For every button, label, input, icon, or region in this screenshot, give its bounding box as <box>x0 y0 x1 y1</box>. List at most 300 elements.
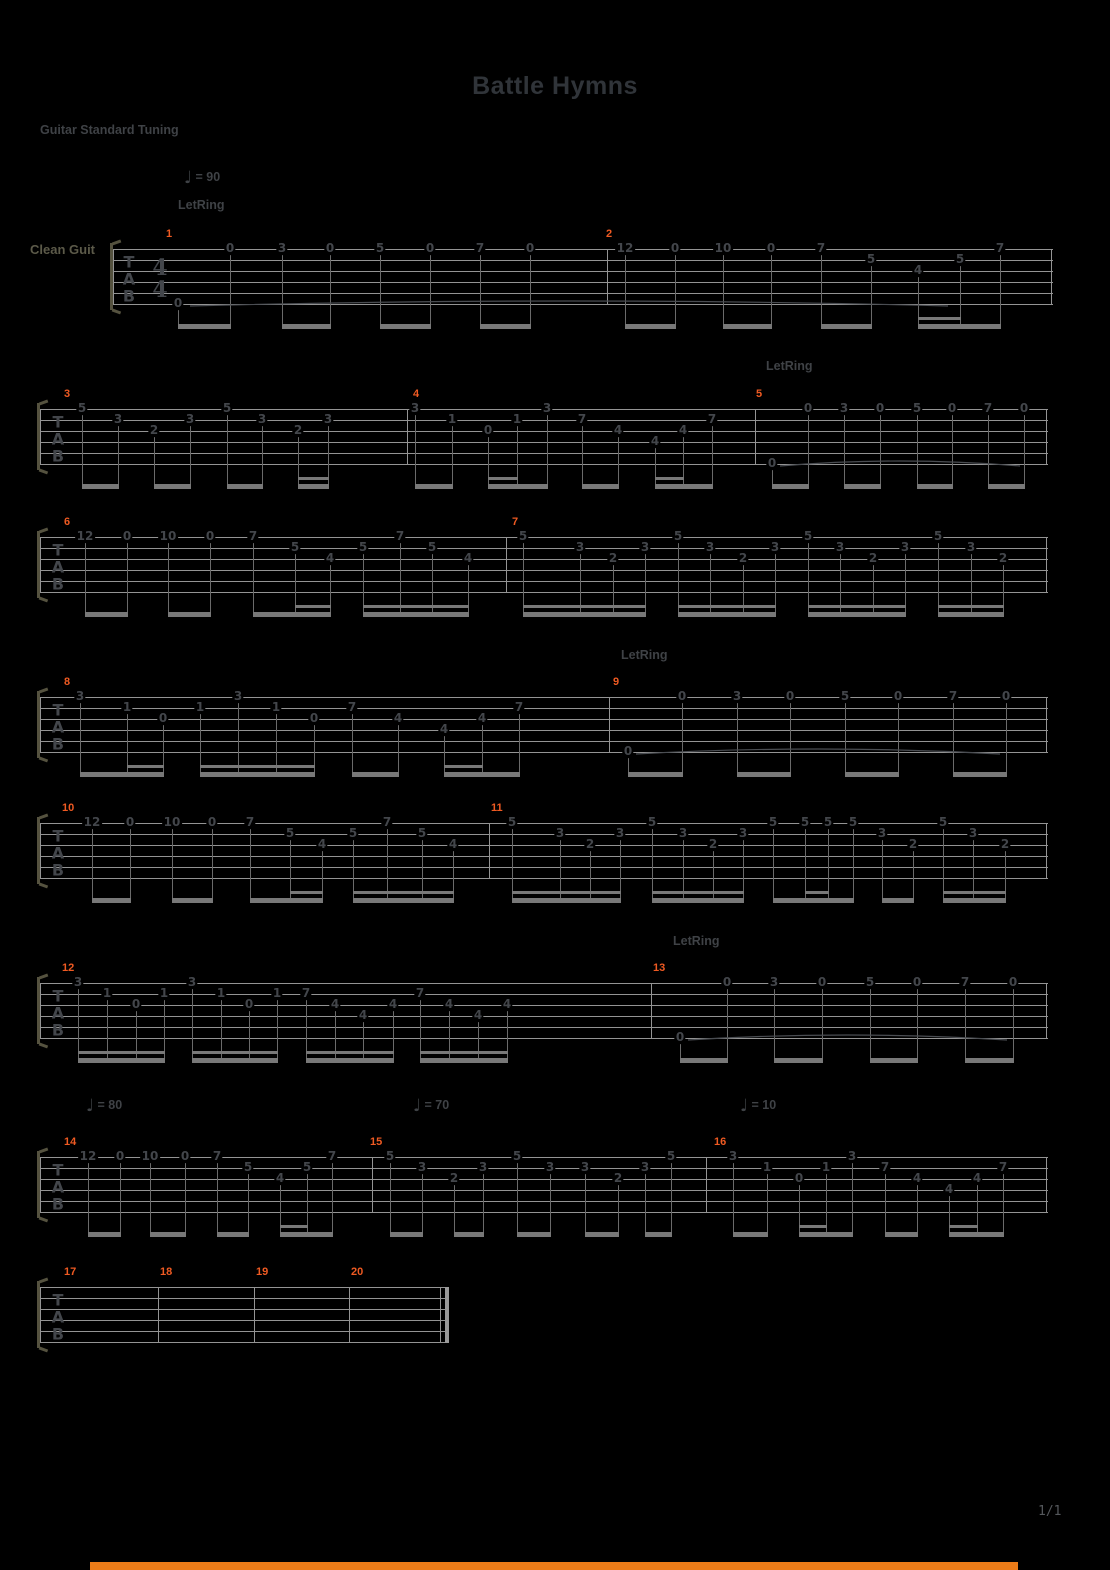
note-beam <box>882 898 914 903</box>
staff-bracket <box>39 814 48 819</box>
staff-bracket <box>112 240 121 245</box>
tab-note: 5 <box>933 529 943 544</box>
note-beam <box>200 772 315 777</box>
barline <box>506 537 507 593</box>
note-stem <box>387 828 388 898</box>
tab-note: 5 <box>768 815 778 830</box>
tab-clef: A <box>122 269 136 289</box>
note-stem <box>733 1162 734 1232</box>
note-beam <box>80 772 164 777</box>
tab-note: 7 <box>514 700 524 715</box>
tab-note: 4 <box>330 997 340 1012</box>
tab-note: 4 <box>944 1182 954 1197</box>
tab-note: 0 <box>425 241 435 256</box>
tab-note: 0 <box>722 975 732 990</box>
note-stem <box>172 828 173 898</box>
tab-note: 2 <box>608 551 618 566</box>
note-stem <box>952 414 953 484</box>
tab-note: 0 <box>677 689 687 704</box>
note-stem <box>523 542 524 612</box>
measure-number: 14 <box>64 1136 77 1148</box>
tab-note: 4 <box>448 837 458 852</box>
tab-note: 2 <box>908 837 918 852</box>
note-stem <box>652 828 653 898</box>
tab-note: 5 <box>848 815 858 830</box>
staff-line <box>40 581 1048 582</box>
barline <box>113 249 114 305</box>
measure-number: 6 <box>64 516 71 528</box>
tab-clef: T <box>52 1160 64 1180</box>
staff-line <box>40 719 1048 720</box>
note-stem <box>840 553 841 612</box>
note-beam <box>282 324 331 329</box>
quarter-note-icon: ♩ <box>740 1096 749 1116</box>
tempo-mark <box>413 1096 449 1116</box>
tab-note: 7 <box>212 1149 222 1164</box>
staff-line <box>40 867 1048 868</box>
note-stem <box>178 309 179 324</box>
note-beam <box>85 612 128 617</box>
note-stem <box>822 988 823 1058</box>
note-stem <box>767 1173 768 1232</box>
tab-note: 5 <box>955 252 965 267</box>
note-stem <box>353 839 354 898</box>
note-stem <box>530 254 531 324</box>
tab-note: 1 <box>159 986 169 1001</box>
note-stem <box>582 425 583 484</box>
tab-note: 0 <box>122 529 132 544</box>
barline <box>440 1287 441 1343</box>
note-beam <box>918 324 1001 329</box>
tab-clef: B <box>51 860 65 880</box>
staff-line <box>40 431 1048 432</box>
tab-note: 3 <box>640 540 650 555</box>
tab-note: 0 <box>675 1030 685 1045</box>
tab-note: 5 <box>647 815 657 830</box>
tab-note: 5 <box>673 529 683 544</box>
note-stem <box>917 1184 918 1232</box>
time-signature: 4 <box>152 255 168 281</box>
staff-line <box>40 1298 447 1299</box>
tab-note: 7 <box>880 1160 890 1175</box>
note-beam <box>380 324 431 329</box>
staff-line <box>40 570 1048 571</box>
tab-note: 12 <box>79 1149 97 1164</box>
note-stem <box>210 542 211 612</box>
note-beam <box>253 612 331 617</box>
tempo-mark <box>740 1096 776 1116</box>
note-beam <box>799 1232 853 1237</box>
tab-note: 3 <box>839 401 849 416</box>
letring-label: LetRing <box>673 934 720 948</box>
tab-note: 1 <box>821 1160 831 1175</box>
staff-bracket <box>39 597 48 602</box>
note-stem <box>78 988 79 1058</box>
note-beam <box>352 772 399 777</box>
note-stem <box>826 1173 827 1232</box>
barline <box>1046 537 1047 593</box>
tab-note: 7 <box>475 241 485 256</box>
note-beam <box>415 484 453 489</box>
staff-line <box>40 1331 447 1332</box>
tab-note: 7 <box>395 529 405 544</box>
tab-note: 3 <box>968 826 978 841</box>
tab-note: 3 <box>478 1160 488 1175</box>
track-label: Clean Guit <box>30 242 96 257</box>
note-stem <box>277 999 278 1058</box>
staff-line <box>40 1190 1048 1191</box>
note-stem <box>290 839 291 898</box>
note-stem <box>971 553 972 612</box>
note-stem <box>80 702 81 772</box>
note-stem <box>332 1162 333 1232</box>
staff-bracket <box>39 400 48 405</box>
note-stem <box>1024 414 1025 484</box>
note-stem <box>678 542 679 612</box>
measure-number: 12 <box>62 962 75 974</box>
note-beam-double <box>678 605 776 608</box>
note-stem <box>628 757 629 772</box>
note-stem <box>1000 254 1001 324</box>
tab-note: 2 <box>708 837 718 852</box>
tab-note: 4 <box>325 551 335 566</box>
staff-line <box>40 834 1048 835</box>
note-beam <box>78 1058 165 1063</box>
tab-note: 0 <box>947 401 957 416</box>
note-stem <box>852 1162 853 1232</box>
note-stem <box>737 702 738 772</box>
tab-note: 0 <box>207 815 217 830</box>
barline <box>651 983 652 1039</box>
tab-note: 0 <box>173 296 183 311</box>
note-beam <box>172 898 213 903</box>
tab-note: 4 <box>317 837 327 852</box>
tab-note: 0 <box>131 997 141 1012</box>
tab-note: 5 <box>358 540 368 555</box>
staff-line <box>40 1320 447 1321</box>
note-stem <box>905 553 906 612</box>
tie-arc <box>780 455 1020 467</box>
quarter-note-icon: ♩ <box>184 168 193 188</box>
note-beam <box>938 612 1004 617</box>
note-stem <box>772 469 773 484</box>
song-title: Battle Hymns <box>472 72 638 100</box>
barline <box>1046 983 1047 1039</box>
note-stem <box>965 988 966 1058</box>
tab-clef: T <box>123 252 135 272</box>
note-beam <box>625 324 676 329</box>
tab-note: 4 <box>613 423 623 438</box>
note-beam <box>678 612 776 617</box>
tab-note: 2 <box>613 1171 623 1186</box>
note-beam <box>733 1232 768 1237</box>
tab-note: 10 <box>714 241 732 256</box>
tab-note: 0 <box>115 1149 125 1164</box>
tab-note: 5 <box>385 1149 395 1164</box>
tab-note: 10 <box>163 815 181 830</box>
tuning-label: Guitar Standard Tuning <box>40 123 179 137</box>
measure-number: 2 <box>606 228 613 240</box>
note-stem <box>400 542 401 612</box>
note-beam-double <box>298 477 329 480</box>
note-beam <box>363 612 469 617</box>
tab-note: 0 <box>623 744 633 759</box>
tab-note: 7 <box>327 1149 337 1164</box>
note-stem <box>775 553 776 612</box>
letring-label: LetRing <box>178 198 225 212</box>
note-stem <box>483 1173 484 1232</box>
tab-note: 2 <box>293 423 303 438</box>
note-beam <box>965 1058 1014 1063</box>
staff-line <box>113 293 1053 294</box>
tab-clef: A <box>51 1177 65 1197</box>
note-stem <box>380 254 381 324</box>
note-beam <box>298 484 329 489</box>
measure-number: 19 <box>256 1266 269 1278</box>
note-beam <box>808 612 906 617</box>
note-stem <box>882 839 883 898</box>
tab-note: 7 <box>248 529 258 544</box>
staff-line <box>40 453 1048 454</box>
tab-note: 1 <box>122 700 132 715</box>
note-stem <box>120 1162 121 1232</box>
note-stem <box>127 542 128 612</box>
note-stem <box>808 542 809 612</box>
barline <box>40 409 41 465</box>
note-beam-double <box>655 477 684 480</box>
note-beam <box>517 1232 551 1237</box>
tab-note: 0 <box>1008 975 1018 990</box>
measure-number: 1 <box>166 228 173 240</box>
tab-note: 3 <box>410 401 420 416</box>
quarter-note-icon: ♩ <box>86 1096 95 1116</box>
note-beam <box>88 1232 121 1237</box>
tab-note: 12 <box>616 241 634 256</box>
tab-note: 4 <box>473 1008 483 1023</box>
tab-clef: B <box>51 446 65 466</box>
tab-note: 3 <box>580 1160 590 1175</box>
letring-label: LetRing <box>766 359 813 373</box>
note-stem <box>118 425 119 484</box>
note-beam <box>168 612 211 617</box>
tab-note: 2 <box>1000 837 1010 852</box>
measure-number: 10 <box>62 802 75 814</box>
measure-number: 15 <box>370 1136 383 1148</box>
tab-clef: B <box>51 574 65 594</box>
note-beam <box>227 484 263 489</box>
note-stem <box>517 425 518 484</box>
barline <box>40 1287 41 1343</box>
tab-note: 5 <box>912 401 922 416</box>
note-stem <box>618 1184 619 1232</box>
tempo-value: = 90 <box>192 170 221 184</box>
tab-clef: T <box>52 1290 64 1310</box>
barline <box>40 1157 41 1213</box>
barline <box>609 697 610 753</box>
tie-arc <box>688 1029 1007 1041</box>
tab-note: 3 <box>555 826 565 841</box>
tab-clef: B <box>122 286 136 306</box>
tab-note: 5 <box>866 252 876 267</box>
note-beam-double <box>353 891 454 894</box>
note-stem <box>645 1173 646 1232</box>
tab-note: 0 <box>309 711 319 726</box>
note-stem <box>422 839 423 898</box>
tab-clef: A <box>51 429 65 449</box>
tab-note: 3 <box>900 540 910 555</box>
staff-line <box>40 559 1048 560</box>
note-beam-double <box>78 1051 165 1054</box>
tab-clef: T <box>52 412 64 432</box>
tab-note: 2 <box>449 1171 459 1186</box>
tab-note: 3 <box>769 975 779 990</box>
note-stem <box>328 425 329 484</box>
staff-bracket <box>39 528 48 533</box>
tab-note: 1 <box>216 986 226 1001</box>
staff-bracket <box>39 757 48 762</box>
note-beam-double <box>200 765 315 768</box>
tab-note: 2 <box>998 551 1008 566</box>
note-stem <box>821 254 822 324</box>
tab-note: 5 <box>417 826 427 841</box>
note-stem <box>253 542 254 612</box>
note-stem <box>306 999 307 1058</box>
tab-note: 3 <box>732 689 742 704</box>
note-stem <box>953 702 954 772</box>
barline <box>40 823 41 879</box>
barline <box>407 409 408 465</box>
barline <box>1046 697 1047 753</box>
tab-note: 3 <box>877 826 887 841</box>
note-stem <box>675 254 676 324</box>
note-stem <box>1006 702 1007 772</box>
note-beam <box>772 484 809 489</box>
note-beam-double <box>938 605 1004 608</box>
tab-note: 3 <box>542 401 552 416</box>
barline <box>40 537 41 593</box>
note-stem <box>227 414 228 484</box>
measure-number: 7 <box>512 516 519 528</box>
measure-number: 11 <box>491 802 503 814</box>
tab-note: 0 <box>244 997 254 1012</box>
tab-note: 4 <box>358 1008 368 1023</box>
tab-note: 10 <box>141 1149 159 1164</box>
tab-note: 7 <box>948 689 958 704</box>
note-stem <box>363 553 364 612</box>
tab-note: 7 <box>245 815 255 830</box>
note-stem <box>845 702 846 772</box>
note-stem <box>85 542 86 612</box>
note-beam <box>680 1058 728 1063</box>
tab-clef: B <box>51 1194 65 1214</box>
note-beam-double <box>290 891 323 894</box>
tab-note: 5 <box>512 1149 522 1164</box>
barline <box>40 983 41 1039</box>
tab-note: 5 <box>666 1149 676 1164</box>
tab-note: 0 <box>893 689 903 704</box>
tab-note: 3 <box>185 412 195 427</box>
staff-line <box>113 260 1053 261</box>
tab-clef: A <box>51 1003 65 1023</box>
tab-note: 4 <box>912 1171 922 1186</box>
staff-line <box>40 442 1048 443</box>
tab-note: 5 <box>243 1160 253 1175</box>
staff-line <box>40 1157 1048 1158</box>
staff-line <box>40 845 1048 846</box>
note-stem <box>560 839 561 898</box>
tab-note: 5 <box>290 540 300 555</box>
measure-number: 13 <box>653 962 666 974</box>
tab-note: 5 <box>518 529 528 544</box>
tab-note: 1 <box>762 1160 772 1175</box>
note-stem <box>682 702 683 772</box>
note-stem <box>282 254 283 324</box>
note-stem <box>988 414 989 484</box>
barline <box>40 697 41 753</box>
tab-note: 0 <box>817 975 827 990</box>
staff-bracket <box>39 688 48 693</box>
barline <box>1051 249 1052 305</box>
note-beam <box>821 324 872 329</box>
tab-note: 3 <box>770 540 780 555</box>
note-stem <box>870 988 871 1058</box>
staff-bracket <box>39 974 48 979</box>
staff-line <box>40 1309 447 1310</box>
note-stem <box>805 828 806 898</box>
tab-note: 3 <box>738 826 748 841</box>
note-stem <box>150 1162 151 1232</box>
tab-clef: T <box>52 700 64 720</box>
note-stem <box>452 425 453 484</box>
note-beam <box>737 772 791 777</box>
tie-arc <box>190 295 948 307</box>
note-beam <box>773 898 854 903</box>
note-stem <box>88 1162 89 1232</box>
note-stem <box>960 265 961 324</box>
tab-note: 0 <box>483 423 493 438</box>
tie-arc <box>636 743 1000 755</box>
staff-bracket <box>39 1217 48 1222</box>
note-beam <box>523 612 646 617</box>
tab-note: 0 <box>766 241 776 256</box>
staff-line <box>40 741 1048 742</box>
tab-note: 1 <box>195 700 205 715</box>
tab-note: 7 <box>415 986 425 1001</box>
tab-note: 5 <box>348 826 358 841</box>
note-beam <box>870 1058 918 1063</box>
note-beam-double <box>918 317 961 320</box>
tab-note: 12 <box>83 815 101 830</box>
note-stem <box>480 254 481 324</box>
tab-clef: A <box>51 557 65 577</box>
tab-note: 0 <box>670 241 680 256</box>
note-stem <box>880 414 881 484</box>
barline <box>1046 823 1047 879</box>
note-beam-double <box>512 891 621 894</box>
note-stem <box>645 553 646 612</box>
tab-note: 7 <box>960 975 970 990</box>
note-stem <box>625 254 626 324</box>
tab-note: 7 <box>347 700 357 715</box>
tab-note: 1 <box>272 986 282 1001</box>
tab-note: 5 <box>938 815 948 830</box>
note-beam <box>192 1058 278 1063</box>
note-stem <box>200 713 201 772</box>
tab-note: 3 <box>75 689 85 704</box>
staff-bracket <box>112 309 121 314</box>
note-stem <box>710 553 711 612</box>
note-stem <box>885 1173 886 1232</box>
